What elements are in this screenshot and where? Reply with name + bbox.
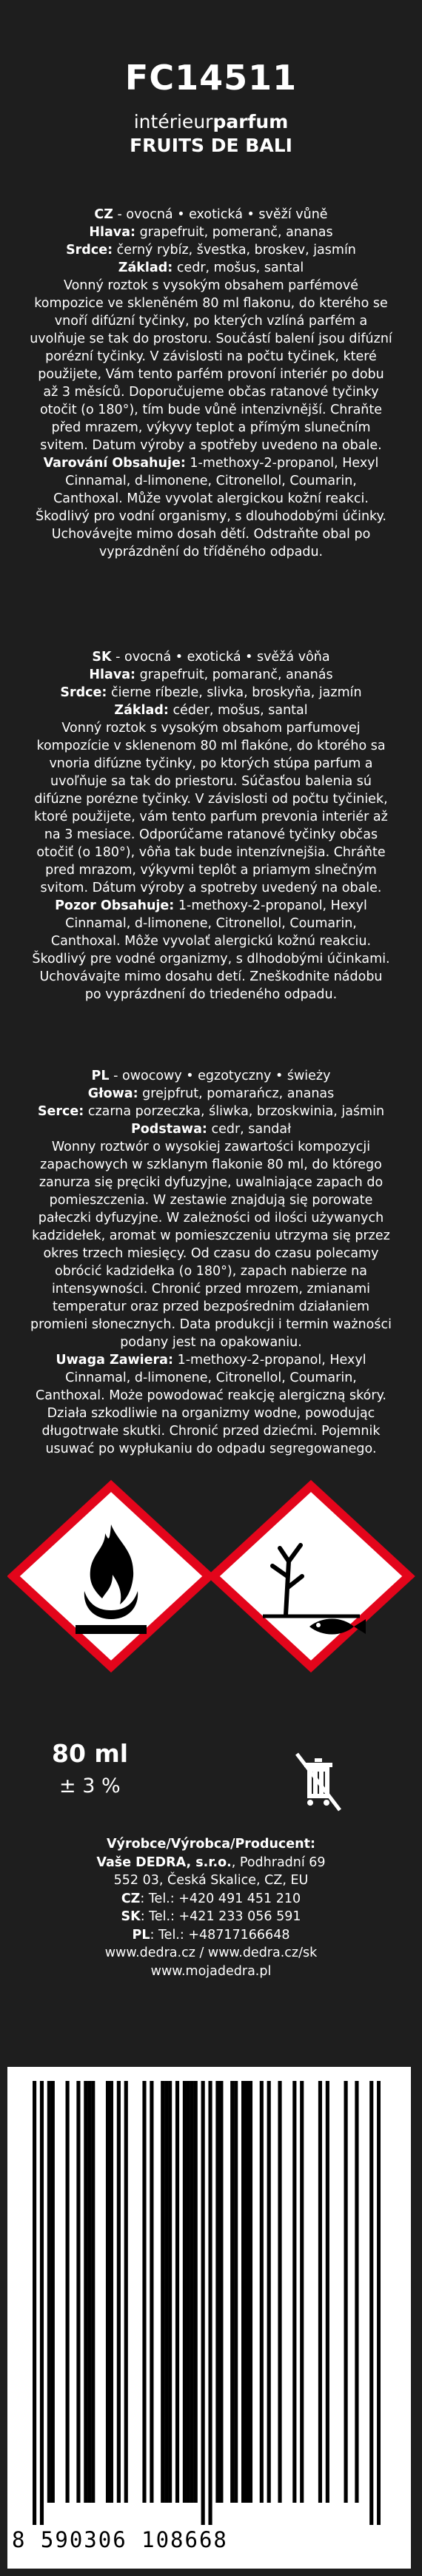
base-notes: céder, mošus, santal [173,703,308,718]
barcode-bar [241,2081,245,2503]
barcode-bar [377,2081,381,2525]
barcode-bar [33,2081,36,2525]
base-notes: cedr, sandał [211,1122,292,1137]
heart-notes: czarna porzeczka, śliwka, brzoskwinia, jaśmin [87,1104,385,1119]
description: Wonny roztwór o wysokiej zawartości kompozycji zapachowych w szklanym flakonie 80 ml, do którego zanurza się pręciki dyfuzyjne, uwalniające zapach do pomieszczenia. W zestawie znajdują się porowate pałeczki dyfuzyjne. W zależności od ilości używanych kadzidełek, aromat w pomieszczeniu utrzyma się przez okres trzech miesięcy. Od czasu do czasu polecamy obrócić kadzidełka (o 180°), zapach nabierze na intensywności. Chronić przed mrozem, zmianami temperatur oraz przed bezpośrednim działaniem promieni słonecznych. Data produkcji i termin ważności podany jest na opakowaniu. [30,1140,392,1350]
barcode-bar [164,2081,168,2503]
volume-tolerance: ± 3 % [59,1775,121,1798]
head-label: Głowa: [87,1086,138,1101]
barcode-bar [208,2081,212,2525]
category-light: intérieur [133,111,213,132]
barcode-bar [183,2081,187,2503]
heart-notes: čierne ríbezle, slivka, broskyňa, jazmín [110,685,362,700]
barcode-bar [318,2081,322,2503]
barcode-bar [234,2081,238,2503]
phone-sk-label: SK [121,1909,141,1924]
section-sk [30,648,392,1003]
head-notes: grejpfrut, pomarańcz, ananas [142,1086,335,1101]
barcode-bar [40,2081,44,2525]
heart-label: Serce: [37,1104,84,1119]
barcode-bar [66,2081,70,2503]
lang-code: SK [92,650,112,665]
scent-notes: - owocowy • egzotyczny • świeży [113,1069,331,1083]
head-label: Hlava: [89,667,136,682]
hazard-pictograms [7,1480,422,1672]
website-pl: www.mojadedra.pl [150,1963,272,1979]
phone-pl: : Tel.: +48717166648 [150,1927,290,1943]
barcode-bar [230,2081,234,2503]
no-litter-bin-icon [292,1746,344,1813]
section-pl [30,1067,392,1458]
barcode-bar [124,2081,128,2503]
phone-cz-label: CZ [121,1891,141,1906]
producer-label: Výrobce/Výrobca/Producent: [107,1837,315,1852]
barcode-bar [326,2081,329,2503]
base-label: Základ: [114,703,169,718]
barcode-bar [142,2081,146,2503]
barcode-bar [260,2081,264,2503]
barcode-bar [76,2081,80,2503]
barcode-bar [84,2081,87,2503]
warning-label: Pozor Obsahuje: [55,898,175,913]
warning-label: Varování Obsahuje: [43,456,186,471]
barcode-bar [91,2081,95,2503]
product-category [0,111,422,132]
barcode-bar [355,2081,358,2503]
barcode-bar [245,2081,249,2503]
barcode [33,2081,381,2525]
barcode-bar [190,2081,194,2503]
head-notes: grapefruit, pomaranč, ananás [139,667,333,682]
base-label: Základ: [118,260,173,275]
scent-notes: - ovocná • exotická • svěží vůně [117,207,328,222]
barcode-bar [168,2081,172,2503]
barcode-bar [344,2081,348,2503]
base-notes: cedr, mošus, santal [176,260,304,275]
phone-sk: : Tel.: +421 233 056 591 [140,1909,301,1924]
phone-pl-label: PL [132,1927,150,1943]
section-cz [30,206,392,561]
producer-info [0,1835,422,1980]
scent-notes: - ovocná • exotická • svěžá vôňa [115,650,330,665]
barcode-bar [215,2081,219,2503]
phone-cz: : Tel.: +420 491 451 210 [140,1891,301,1906]
warning-text: 1-methoxy-2-propanol, Hexyl Cinnamal, d-limonene, Citronellol, Coumarin, Canthoxal. Môže vyvolať alergickú kožnú reakciu. Škodlivý pre vodné organizmy, s dlhodobými účinkami. Uchovávajte mimo dosahu detí. Zneškodnite nádobu po vyprázdnení do triedeného odpadu. [32,898,390,1002]
lang-code: PL [91,1069,110,1083]
heart-notes: černý rybíz, švestka, broskev, jasmín [116,243,356,258]
description: Vonný roztok s vysokým obsahem parfémové kompozice ve skleněném 80 ml flakonu, do kterého se vnoří difúzní tyčinky, po kterých vzlíná parfém a uvolňuje se tak do prostoru. Součástí balení jsou difúzní porézní tyčinky. V závislosti na počtu tyčinek, které použijete, Vám tento parfém provoní interiér po dobu až 3 měsíců. Doporučujeme občas ratanové tyčinky otočit (o 180°), tím bude vůně intenzivnější. Chraňte před mrazem, výkyvy teplot a přímým slunečním svitem. Datum výroby a spotřeby uvedeno na obale. [30,278,392,453]
environment-pictogram [213,1486,409,1667]
barcode-bar [194,2081,198,2503]
barcode-bar [249,2081,252,2503]
barcode-bar [187,2081,190,2503]
head-notes: grapefruit, pomeranč, ananas [139,225,333,240]
base-label: Podstawa: [130,1122,207,1137]
barcode-bar [51,2081,55,2503]
heart-label: Srdce: [60,685,107,700]
company-street: , Podhradní 69 [231,1854,326,1870]
barcode-bar [47,2081,51,2503]
barcode-bar [106,2081,110,2503]
barcode-bar [175,2081,179,2503]
head-label: Hlava: [89,225,136,240]
lang-code: CZ [94,207,113,222]
heart-label: Srdce: [66,243,113,258]
product-code: FC14511 [124,58,298,98]
barcode-bar [161,2081,164,2503]
barcode-bar [267,2081,271,2503]
warning-label: Uwaga Zawiera: [56,1353,173,1368]
barcode-bar [110,2081,113,2503]
barcode-bar [87,2081,91,2503]
flame-pictogram [13,1486,209,1667]
warning-text: 1-methoxy-2-propanol, Hexyl Cinnamal, d-limonene, Citronellol, Coumarin, Canthoxal. Może powodować reakcję alergiczną skóry. Działa szkodliwie na organizmy wodne, powodując długotrwałe skutki. Chronić przed dziećmi. Pojemnik usuwać po wypłukaniu do odpadu segregowanego. [35,1353,386,1456]
volume: 80 ml [52,1739,129,1768]
barcode-bar [300,2081,304,2503]
company-city: 552 03, Česká Skalice, CZ, EU [113,1873,309,1888]
company-name: Vaše DEDRA, s.r.o. [96,1854,232,1870]
description: Vonný roztok s vysokým obsahom parfumovej kompozície v sklenenom 80 ml flakóne, do ktorého sa vnoria difúzne tyčinky, po ktorých stúpa parfum a uvoľňuje sa tak do priestoru. Súčasťou balenia sú difúzne porézne tyčinky. V závislosti od počtu tyčiniek, ktoré použijete, vám tento parfum prevonia interiér až na 3 mesiace. Odporúčame ratanové tyčinky občas otočiť (o 180°), vôňa tak bude intenzívnejšia. Chráňte pred mrazom, výkyvmi teplôt a priamym slnečným svitom. Dátum výroby a spotreby uvedený na obale. [34,721,388,895]
barcode-bar [117,2081,121,2503]
website-cz-sk: www.dedra.cz / www.dedra.cz/sk [104,1946,318,1960]
product-name: FRUITS DE BALI [130,135,292,156]
barcode-bar [292,2081,296,2503]
category-bold: parfum [212,111,289,132]
barcode-bar [150,2081,153,2503]
barcode-bar [369,2081,373,2525]
barcode-bar [278,2081,281,2503]
barcode-digits: 8 590306 108668 [12,2527,228,2552]
barcode-bar [219,2081,223,2503]
barcode-bar [201,2081,205,2525]
warning-text: 1-methoxy-2-propanol, Hexyl Cinnamal, d-limonene, Citronellol, Coumarin, Canthoxal. Může vyvolat alergickou kožní reakci. Škodlivý pro vodní organismy, s dlouhodobými účinky. Uchovávejte mimo dosah dětí. Odstraňte obal po vyprázdnění do tříděného odpadu. [36,456,386,559]
